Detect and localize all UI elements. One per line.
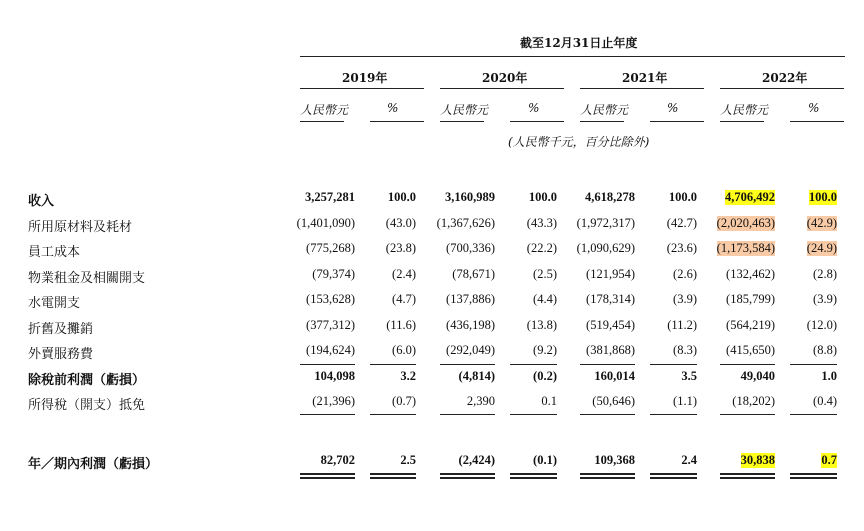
cell-pct-2022: (24.9) [806,241,837,255]
cell-rmb-2019: (377,312) [306,318,355,332]
cell-pct-2020: (2.5) [533,267,557,281]
cell-pct-2019: (4.7) [392,292,416,306]
total-double-rule [370,473,416,479]
subtotal-rule [510,364,557,365]
cell-pct-2021: (11.2) [667,318,697,332]
cell-pct-2020: (43.3) [526,216,557,230]
cell-pct-2019: 100.0 [387,190,416,204]
cell-pct-2019: (23.8) [385,241,416,255]
col-rmb-2021: 人民幣元 [580,103,629,117]
cell-pct-2020: 0.1 [541,394,557,408]
col-rmb-2020: 人民幣元 [440,103,489,117]
cell-rmb-2020: 3,160,989 [445,190,495,204]
cell-rmb-2020: (78,671) [452,267,495,281]
subtotal-rule [790,364,837,365]
total-double-rule [440,473,495,479]
cell-pct-2019: (43.0) [385,216,416,230]
tax-rule [370,414,416,415]
subtotal-rule [370,364,416,365]
subtotal-rule [440,364,495,365]
cell-pct-2022: (2.8) [813,267,837,281]
cell-rmb-2021: (178,314) [586,292,635,306]
cell-pct-2022: (42.9) [806,216,837,230]
row-label: 員工成本 [28,245,81,260]
cell-rmb-2019: (153,628) [306,292,355,306]
tax-rule [440,414,495,415]
col-rmb-2022: 人民幣元 [720,103,769,117]
cell-rmb-2021: 160,014 [594,369,635,383]
subtotal-rule [650,364,697,365]
cell-pct-2021: 2.4 [681,453,697,467]
cell-pct-2021: (23.6) [666,241,697,255]
cell-rmb-2019: 3,257,281 [305,190,355,204]
cell-rmb-2020: (4,814) [458,369,495,383]
tax-rule [510,414,557,415]
total-double-rule [510,473,557,479]
row-label: 除稅前利潤（虧損） [28,373,146,388]
cell-pct-2021: (1.1) [673,394,697,408]
tax-rule [790,414,837,415]
total-double-rule [720,473,775,479]
cell-pct-2019: (2.4) [392,267,416,281]
cell-rmb-2022: (18,202) [732,394,775,408]
cell-pct-2020: (9.2) [533,343,557,357]
row-label: 水電開支 [28,296,81,311]
row-label: 收入 [28,194,55,209]
cell-pct-2019: 3.2 [400,369,416,383]
cell-pct-2020: (0.1) [533,453,557,467]
period-title: 截至12月31日止年度 [520,36,638,50]
cell-pct-2021: (8.3) [673,343,697,357]
tax-rule [300,414,355,415]
cell-rmb-2021: (381,868) [586,343,635,357]
cell-rmb-2021: (519,454) [586,318,635,332]
cell-rmb-2020: 2,390 [466,394,495,408]
cell-pct-2019: (0.7) [392,394,416,408]
cell-rmb-2020: (1,367,626) [436,216,495,230]
cell-rmb-2021: 4,618,278 [585,190,635,204]
cell-rmb-2020: (292,049) [446,343,495,357]
row-label: 物業租金及相關開支 [28,271,146,286]
cell-rmb-2021: 109,368 [594,453,635,467]
total-double-rule [300,473,355,479]
year-rule-2021 [580,88,704,89]
total-double-rule [650,473,697,479]
cell-pct-2020: (22.2) [526,241,557,255]
header-top-rule [300,56,845,57]
cell-rmb-2022: 49,040 [740,369,775,383]
tax-rule [580,414,635,415]
cell-rmb-2020: (137,886) [446,292,495,306]
cell-rmb-2022: 30,838 [740,453,775,467]
tax-rule [720,414,775,415]
col-underline [440,121,484,122]
cell-rmb-2020: (2,424) [458,453,495,467]
cell-pct-2021: (3.9) [673,292,697,306]
col-underline [790,121,844,122]
cell-pct-2021: 100.0 [668,190,697,204]
cell-rmb-2022: (2,020,463) [716,216,775,230]
cell-pct-2020: 100.0 [528,190,557,204]
cell-rmb-2019: (194,624) [306,343,355,357]
row-label: 所得稅（開支）抵免 [28,398,146,413]
cell-rmb-2022: (185,799) [726,292,775,306]
row-label: 年／期內利潤（虧損） [28,457,159,472]
row-label: 外賣服務費 [28,347,94,362]
cell-pct-2022: (12.0) [806,318,837,332]
row-label: 所用原材料及耗材 [28,220,133,235]
total-double-rule [790,473,837,479]
cell-pct-2022: 1.0 [821,369,837,383]
tax-rule [650,414,697,415]
col-underline [370,121,424,122]
cell-rmb-2021: (1,090,629) [576,241,635,255]
year-rule-2022 [720,88,844,89]
col-underline [650,121,704,122]
cell-rmb-2021: (50,646) [592,394,635,408]
year-header-2020: 2020年 [482,71,528,85]
cell-pct-2019: 2.5 [400,453,416,467]
cell-pct-2022: 100.0 [808,190,837,204]
row-label: 折舊及攤銷 [28,322,94,337]
cell-pct-2022: (0.4) [813,394,837,408]
col-underline [580,121,624,122]
cell-pct-2019: (11.6) [386,318,416,332]
col-underline [300,121,344,122]
col-underline [720,121,764,122]
col-pct-2021: % [667,101,679,115]
subtotal-rule [720,364,775,365]
cell-rmb-2019: 82,702 [320,453,355,467]
year-header-2019: 2019年 [342,71,388,85]
cell-rmb-2022: (132,462) [726,267,775,281]
year-header-2022: 2022年 [762,71,808,85]
cell-pct-2021: (42.7) [666,216,697,230]
cell-rmb-2019: (1,401,090) [296,216,355,230]
year-rule-2019 [300,88,424,89]
cell-pct-2020: (13.8) [526,318,557,332]
cell-rmb-2021: (1,972,317) [576,216,635,230]
cell-pct-2021: 3.5 [681,369,697,383]
unit-note: (人民幣千元，百分比除外) [508,135,650,149]
cell-rmb-2019: 104,098 [314,369,355,383]
cell-rmb-2022: (415,650) [726,343,775,357]
cell-rmb-2021: (121,954) [586,267,635,281]
cell-pct-2021: (2.6) [673,267,697,281]
col-pct-2019: % [387,101,399,115]
cell-rmb-2022: (1,173,584) [716,241,775,255]
cell-pct-2022: (3.9) [813,292,837,306]
subtotal-rule [300,364,355,365]
year-rule-2020 [440,88,564,89]
subtotal-rule [580,364,635,365]
cell-rmb-2019: (21,396) [312,394,355,408]
year-header-2021: 2021年 [622,71,668,85]
col-pct-2020: % [528,101,540,115]
cell-pct-2020: (4.4) [533,292,557,306]
cell-rmb-2022: (564,219) [726,318,775,332]
cell-rmb-2019: (775,268) [306,241,355,255]
cell-rmb-2019: (79,374) [312,267,355,281]
cell-pct-2022: (8.8) [813,343,837,357]
cell-pct-2019: (6.0) [392,343,416,357]
cell-rmb-2020: (700,336) [446,241,495,255]
cell-pct-2022: 0.7 [821,453,837,467]
cell-rmb-2022: 4,706,492 [725,190,775,204]
total-double-rule [580,473,635,479]
cell-rmb-2020: (436,198) [446,318,495,332]
col-underline [510,121,564,122]
cell-pct-2020: (0.2) [533,369,557,383]
col-pct-2022: % [808,101,820,115]
col-rmb-2019: 人民幣元 [300,103,349,117]
